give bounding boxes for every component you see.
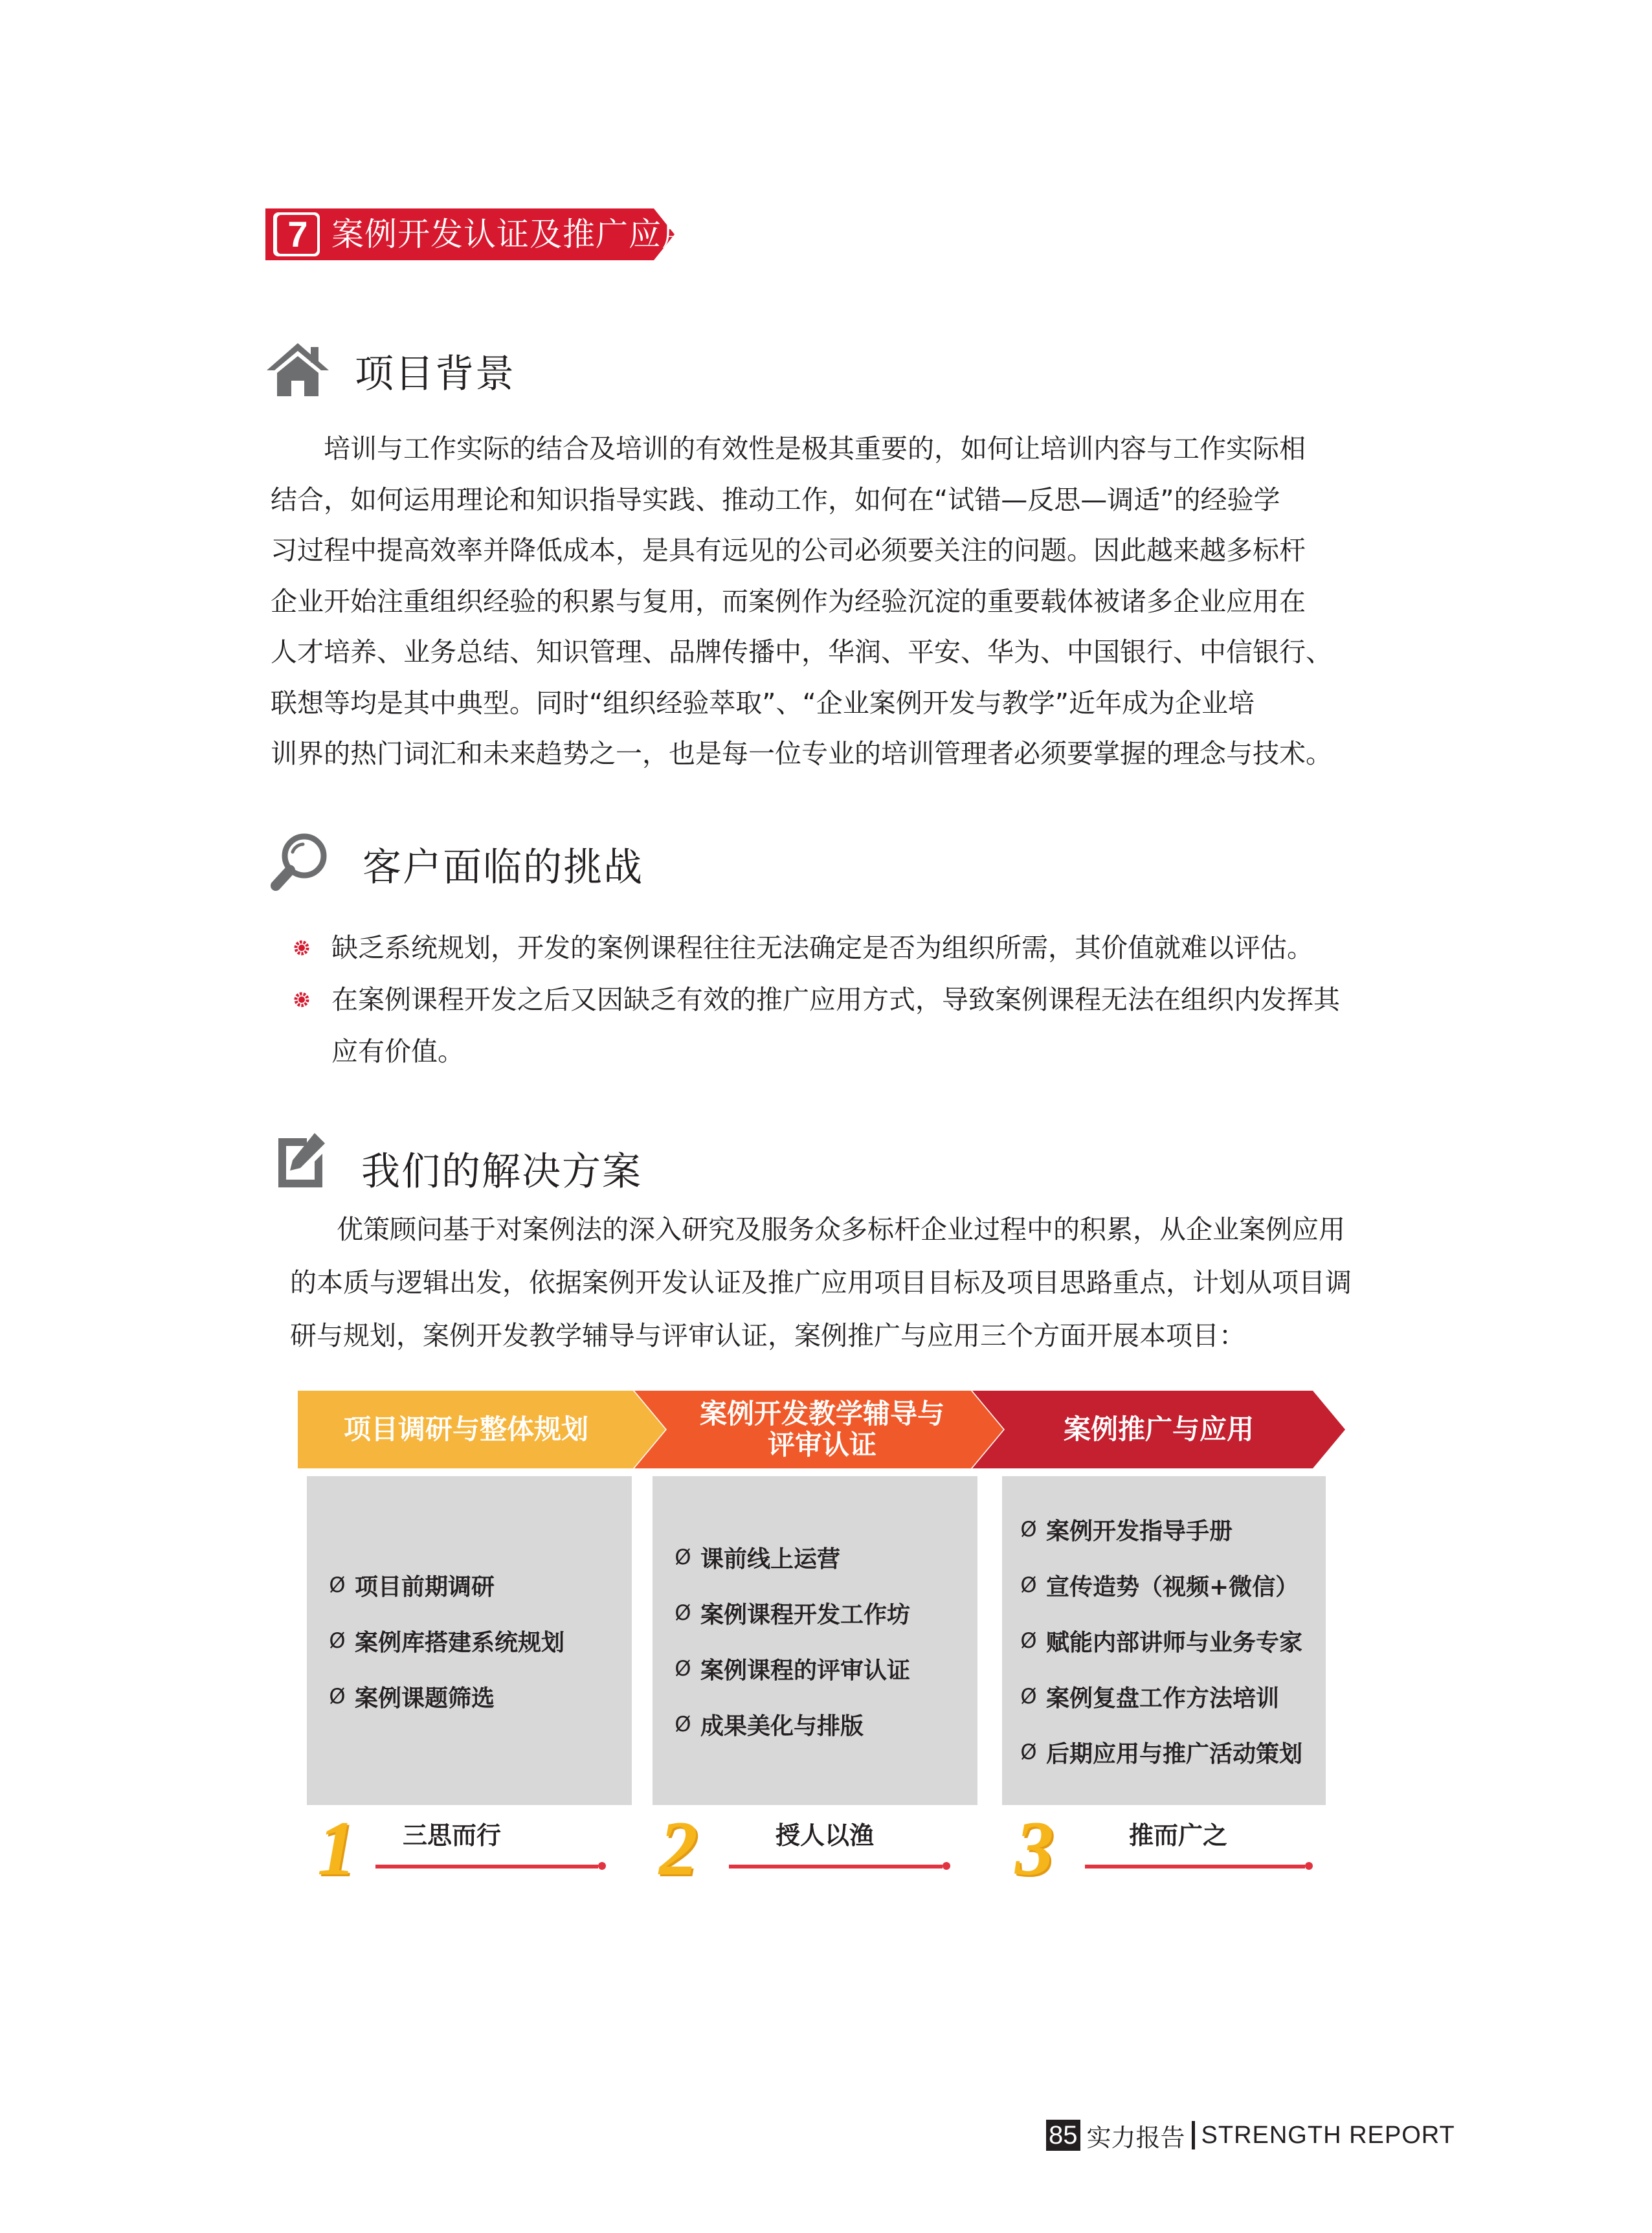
solution-heading: 我们的解决方案 <box>361 1149 642 1195</box>
gear-bullet-icon <box>293 991 311 1009</box>
section-title: 案例开发认证及推广应用 <box>331 216 695 253</box>
page-number: 85 <box>1046 2120 1080 2151</box>
phase-item: Ø 案例开发指导手册 <box>1020 1517 1233 1545</box>
phase-3-number: 3 <box>1015 1805 1054 1891</box>
background-line: 人才培养、业务总结、知识管理、品牌传播中，华润、平安、华为、中国银行、中信银行、 <box>271 636 1332 668</box>
challenges-heading: 客户面临的挑战 <box>363 845 643 890</box>
challenge-item <box>293 974 1380 1077</box>
gear-bullet-icon <box>293 939 311 957</box>
phase-item: Ø 课前线上运营 <box>675 1545 841 1573</box>
phase-item: Ø 案例课程的评审认证 <box>675 1656 911 1684</box>
background-line: 企业开始注重组织经验的积累与复用，而案例作为经验沉淀的重要载体被诸多企业应用在 <box>271 585 1306 617</box>
section-banner <box>265 208 695 260</box>
solution-line: 优策顾问基于对案例法的深入研究及服务众多标杆企业过程中的积累，从企业案例应用 <box>337 1214 1345 1245</box>
challenge-text: 在案例课程开发之后又因缺乏有效的推广应用方式，导致案例课程无法在组织内发挥其 <box>331 984 1340 1015</box>
phase-item: Ø 宣传造势（视频+微信） <box>1020 1573 1299 1600</box>
challenge-text: 缺乏系统规划，开发的案例课程往往无法确定是否为组织所需，其价值就难以评估。 <box>331 932 1313 963</box>
magnifier-icon <box>271 830 330 892</box>
footer-title-cn: 实力报告 <box>1086 2123 1185 2152</box>
phase-2-number: 2 <box>659 1805 698 1891</box>
phase-3-box <box>1002 1476 1326 1805</box>
phase-3-title: 案例推广与应用 <box>1063 1413 1254 1445</box>
phase-item: Ø 成果美化与排版 <box>675 1712 864 1740</box>
phase-3-motto: 推而广之 <box>1129 1821 1228 1850</box>
phase-2-title-line1: 案例开发教学辅导与 <box>699 1398 944 1430</box>
phase-item: Ø 案例库搭建系统规划 <box>329 1628 565 1656</box>
background-line: 培训与工作实际的结合及培训的有效性是极其重要的，如何让培训内容与工作实际相 <box>324 433 1306 464</box>
phase-3-underline <box>1085 1865 1305 1868</box>
background-line: 习过程中提高效率并降低成本，是具有远见的公司必须要关注的问题。因此越来越多标杆 <box>271 535 1306 566</box>
background-line: 联想等均是其中典型。同时“组织经验萃取”、“企业案例开发与教学”近年成为企业培 <box>271 687 1255 719</box>
solution-line: 的本质与逻辑出发，依据案例开发认证及推广应用项目目标及项目思路重点，计划从项目调 <box>290 1267 1352 1298</box>
phase-item: Ø 案例课题筛选 <box>329 1684 495 1712</box>
phase-2-underline <box>729 1865 943 1868</box>
phase-2-underline-dot <box>943 1862 950 1870</box>
challenge-item <box>293 922 1380 974</box>
phase-item: Ø 案例课程开发工作坊 <box>675 1600 911 1628</box>
challenges-list <box>293 922 1380 1077</box>
phase-item: Ø 赋能内部讲师与业务专家 <box>1020 1628 1303 1656</box>
phase-item: Ø 项目前期调研 <box>329 1573 495 1600</box>
footer-divider <box>1192 2121 1195 2149</box>
phase-2-title <box>654 1391 990 1468</box>
solution-paragraph <box>290 1203 1390 1362</box>
phase-1-box <box>307 1476 632 1805</box>
footer-title-en: STRENGTH REPORT <box>1201 2121 1455 2149</box>
challenge-text-continued: 应有价值。 <box>331 1036 464 1067</box>
home-icon <box>265 341 330 398</box>
phase-1-motto: 三思而行 <box>403 1821 502 1850</box>
phase-1-underline <box>375 1865 598 1868</box>
phase-2-title-line2: 评审认证 <box>767 1429 876 1461</box>
phase-2-motto: 授人以渔 <box>776 1821 875 1850</box>
phase-3-underline-dot <box>1305 1862 1313 1870</box>
phase-2-box <box>653 1476 977 1805</box>
section-number: 7 <box>287 214 308 254</box>
solution-line: 研与规划，案例开发教学辅导与评审认证，案例推广与应用三个方面开展本项目： <box>290 1320 1245 1351</box>
phase-1-number: 1 <box>317 1805 356 1891</box>
pencil-icon <box>274 1132 326 1189</box>
background-line: 结合，如何运用理论和知识指导实践、推动工作，如何在“试错—反思—调适”的经验学 <box>271 484 1280 515</box>
phase-1-underline-dot <box>598 1862 606 1870</box>
phase-item: Ø 后期应用与推广活动策划 <box>1020 1740 1303 1767</box>
background-heading: 项目背景 <box>355 352 515 397</box>
background-paragraph <box>271 423 1384 780</box>
background-line: 训界的热门词汇和未来趋势之一，也是每一位专业的培训管理者必须要掌握的理念与技术。 <box>271 738 1332 769</box>
phase-item: Ø 案例复盘工作方法培训 <box>1020 1684 1280 1712</box>
page-footer <box>1046 2117 1455 2153</box>
phase-1-title: 项目调研与整体规划 <box>343 1413 588 1445</box>
